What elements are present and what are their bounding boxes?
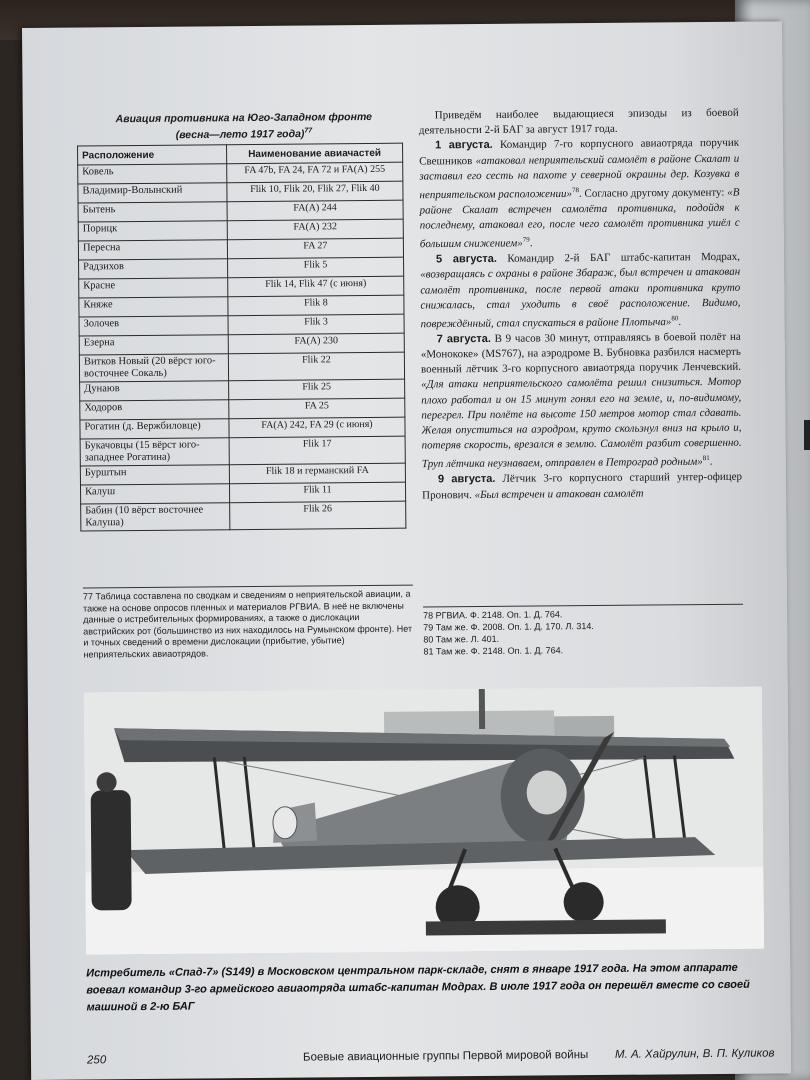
location-cell: Рогатин (д. Вержбиловце): [80, 419, 229, 439]
footnote-78: 78 РГВИА. Ф. 2148. Оп. 1. Д. 764.: [423, 609, 563, 621]
paragraph-aug-7: 7 августа. В 9 часов 30 минут, отправляясь в боевой полёт на «Монококе» (MS767), на аэродроме В. Бубновка разбился насмерть военный лётчик 3-го корпусного авиаотряда поручик Ленчевский. «Для атаки неприятельского самолёта решил снизиться. Мотор плохо работал и он 15 минут гонял его на земле, и, по-видимому, перегрел. При полёте на высоте 150 метров мотор стал сдавать. Желая опуститься на аэродром, круто скользнул вниз на крыло и, потеряв скорость, врезался в землю. Самолёт разбит совершенно. Труп лётчика неузнаваем, отправлен в Петроград родным»$^{81}$.: [420, 330, 742, 471]
location-cell: Букачовцы (15 вёрст юго-западнее Рогатина): [80, 438, 229, 466]
location-cell: Ковель: [78, 164, 227, 184]
running-title: Боевые авиационные группы Первой мировой войны: [302, 1049, 589, 1064]
main-text-column: [419, 106, 742, 503]
footnote-81: 81 Там же. Ф. 2148. Оп. 1. Д. 764.: [423, 645, 564, 657]
page-footnotes: [423, 604, 743, 658]
footnote-80: 80 Там же. Л. 401.: [423, 633, 500, 645]
location-cell: Калуш: [80, 484, 229, 504]
aircraft-photo: [84, 687, 764, 955]
table-footnote: 77 Таблица составлена по сводкам и сведениям о неприятельской авиации, а также на основе опросов пленных и материалов РГВИА. В неё не включены данные о истребительных формированиях, а также о дислокации австрийских рот (большинство из них находилось на Румынском фронте). Нет и точных сведений о времени дислокации (прибытие, убытие) неприятельских авиаотрядов.: [83, 585, 414, 661]
units-cell: FA 25: [229, 398, 405, 419]
units-cell: Flik 25: [229, 379, 405, 400]
units-cell: FA(A) 230: [228, 333, 404, 354]
paragraph-aug-1: 1 августа. Командир 7-го корпусного авиаотряда поручик Свешников «атаковал неприятельский самолёт в районе Скалат и заставил его сесть на пахоте у северной окраины дер. Козувка в неприятельском расположении»$^{78}$. Согласно другому документу: «В районе Скалат встречен самолёта противника, подойдя к последнему, атаковал его, после чего самолёт противника ушёл с большим снижением»$^{79}$.: [419, 137, 740, 251]
location-cell: Ходоров: [80, 400, 229, 420]
location-cell: Владимир-Волынский: [78, 183, 227, 203]
units-cell: Flik 11: [229, 482, 405, 503]
units-cell: Flik 22: [228, 352, 404, 381]
units-cell: FA(A) 242, FA 29 (с июня): [229, 417, 405, 438]
photo-caption: Истребитель «Спад-7» (S149) в Московском центральном парк-складе, снят в январе 1917 года. На этом аппарате воевал командир 3-го армейского авиаотряда штабс-капитан Модрах. В июле 1917 года он перешёл вместе со своей машиной в 2-ю БАГ: [86, 961, 750, 1014]
table-row: [80, 436, 405, 466]
paragraph-intro: Приведём наиболее выдающиеся эпизоды из боевой деятельности 2-й БАГ за август 1917 года.: [418, 106, 739, 137]
location-cell: Бытень: [78, 202, 227, 222]
running-authors: М. А. Хайрулин, В. П. Куликов: [614, 1047, 775, 1061]
units-cell: Flik 18 и германский FA: [229, 463, 405, 484]
date-aug-9: 9 августа.: [437, 473, 496, 486]
location-cell: Красне: [79, 278, 228, 298]
units-cell: Flik 17: [229, 436, 405, 465]
enemy-aviation-table: [77, 143, 406, 532]
table-body: [78, 162, 406, 531]
units-cell: Flik 14, Flik 47 (с июня): [228, 276, 404, 297]
book-page: [22, 21, 791, 1080]
date-aug-7: 7 августа.: [436, 332, 491, 346]
table-title-sub: (весна—лето 1917 года)$^{77}$: [175, 127, 313, 142]
date-aug-1: 1 августа.: [434, 139, 493, 152]
units-cell: FA 47b, FA 24, FA 72 и FA(A) 255: [227, 162, 403, 183]
header-location: Расположение: [78, 145, 227, 165]
units-cell: FA(A) 244: [227, 200, 403, 221]
units-cell: FA(A) 232: [227, 219, 403, 240]
location-cell: Порицк: [78, 221, 227, 241]
units-cell: FA 27: [227, 238, 403, 259]
table-row: [81, 501, 406, 531]
table-title-footnote-ref: 77: [304, 127, 313, 135]
location-cell: Радзихов: [79, 259, 228, 279]
units-cell: Flik 26: [230, 501, 406, 530]
location-cell: Дунаюв: [80, 381, 229, 401]
paragraph-aug-5: 5 августа. Командир 2-й БАГ штабс-капитан Модрах, «возвращаясь с охраны в районе Збараж, был встречен и атакован самолёт противника, после первой атаки противника круто снижалась, стал уходить в своё расположение. Видимо, повреждённый, стал спускаться в районе Плотыча»$^{80}$.: [420, 250, 741, 331]
page-number: 250: [86, 1054, 107, 1067]
units-cell: Flik 8: [228, 295, 404, 316]
units-cell: Flik 3: [228, 314, 404, 335]
location-cell: Княже: [79, 297, 228, 317]
location-cell: Золочев: [79, 316, 228, 336]
location-cell: Пересна: [78, 240, 227, 260]
page-marker: [804, 420, 810, 450]
units-cell: Flik 5: [228, 257, 404, 278]
table-row: [79, 352, 404, 382]
spad-7-illustration: [84, 687, 764, 955]
footnote-79: 79 Там же. Ф. 2008. Оп. 1. Д. 170. Л. 314.: [423, 621, 594, 633]
table-title: [83, 111, 405, 143]
location-cell: Бурштын: [80, 465, 229, 485]
location-cell: Витков Новый (20 вёрст юго-восточнее Сокаль): [79, 354, 228, 382]
location-cell: Бабин (10 вёрст восточнее Калуша): [81, 503, 230, 531]
date-aug-5: 5 августа.: [435, 253, 497, 266]
units-cell: Flik 10, Flik 20, Flik 27, Flik 40: [227, 181, 403, 202]
table-title-main: Авиация противника на Юго-Западном фронте: [115, 110, 373, 126]
location-cell: Езерна: [79, 335, 228, 355]
paragraph-aug-9: 9 августа. Лётчик 3-го корпусного старший унтер-офицер Пронович. «Был встречен и атакован самолёт: [422, 471, 743, 502]
header-units: Наименование авиачастей: [227, 143, 403, 164]
